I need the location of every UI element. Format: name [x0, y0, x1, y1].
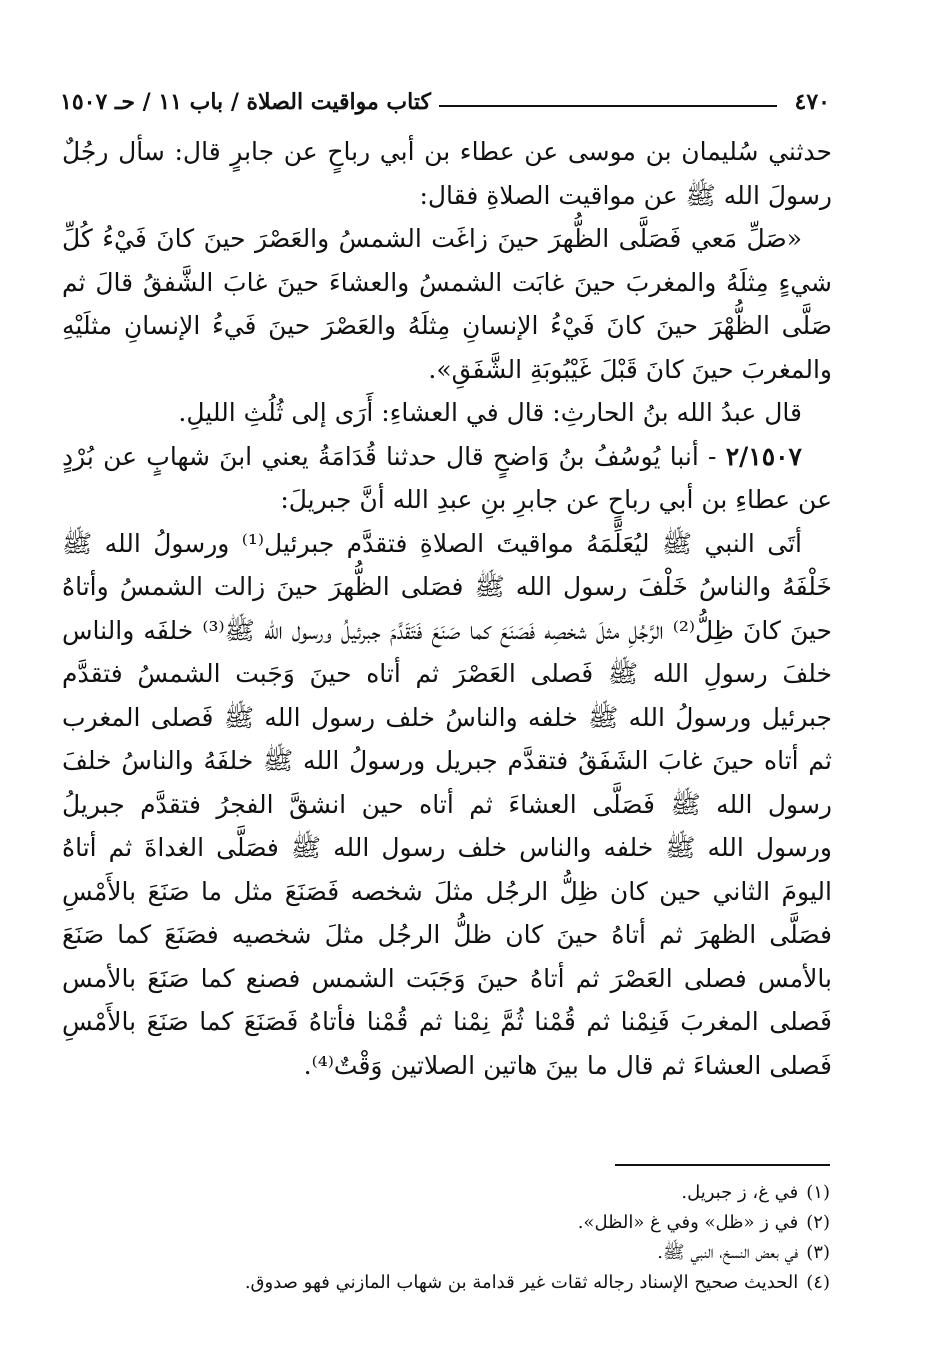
- paragraph-abdullah-comment: قال عبدُ الله بنُ الحارثِ: قال في العشاءِ: أَرَى إلى ثُلُثِ الليلِ.: [178, 398, 802, 427]
- footnote-number: (٣): [806, 1242, 830, 1263]
- footnote-text: في غ، ز جبريل.: [681, 1182, 799, 1203]
- running-title: كتاب مواقيت الصلاة / باب ١١ / حـ ١٥٠٧: [60, 89, 431, 115]
- footnote-number: (٤): [806, 1272, 830, 1293]
- footnote-3: [170, 1238, 830, 1268]
- hadith-number: ٢/١٥٠٧: [725, 441, 802, 471]
- footnote-text: في بعض النسخ، النبي ﷺ.: [657, 1242, 799, 1263]
- footnote-number: (١): [806, 1182, 830, 1203]
- main-text: [62, 130, 832, 1087]
- page-number: ٤٧٠: [794, 89, 830, 115]
- footnote-1: [170, 1178, 830, 1208]
- page-header: [60, 82, 830, 122]
- footnote-text: في ز «ظل» وفي غ «الظل».: [577, 1212, 799, 1233]
- footnote-number: (٢): [806, 1212, 830, 1233]
- hadith-1507-2-isnad: - أنبا يُوسُفُ بنُ وَاضحٍ قال حدثنا قُدَامَةُ يعني ابنَ شهابٍ عن بُرْدٍ عن عطاءِ بن أبي رباحٍ عن جابرِ بنِ عبدِ الله أنَّ جبريلَ:: [62, 441, 832, 514]
- paragraph-hadith-1507-2: [62, 435, 832, 522]
- footnote-separator: [615, 1164, 830, 1166]
- footnote-2: [170, 1208, 830, 1238]
- paragraph-hadith-text: «صَلِّ مَعي فَصَلَّى الظُّهرَ حينَ زاغَت الشمسُ والعَصْرَ حينَ كانَ فَيْءُ كُلِّ شيءٍ مِثلَهُ والمغربَ حينَ غابَت الشمسُ والعشاءَ حينَ غابَ الشَّفقُ قالَ ثم صَلَّى الظُّهْرَ حينَ كانَ فَيْءُ الإنسانِ مِثلَهُ والعَصْرَ حينَ فَيءُ الإنسانِ مثلَيْهِ والمغربَ حينَ كانَ قَبْلَ غَيْبُوبَةِ الشَّفَقِ».: [62, 224, 832, 384]
- header-rule: [439, 105, 777, 107]
- paragraph-chain-of-narration: حدثني سُليمان بن موسى عن عطاء بن أبي رباحٍ عن جابرٍ قال: سأل رجُلٌ رسولَ الله ﷺ عن مواقيت الصلاةِ فقال:: [62, 137, 832, 210]
- paragraph-jibril-narrative: أتَى النبي ﷺ ليُعَلِّمَهُ مواقيتَ الصلاةِ فتقدَّم جبرئيل⁽¹⁾ ورسولُ الله ﷺ خَلْفَهُ والناسُ خَلْفَ رسول الله ﷺ فصَلى الظُّهرَ حينَ زالت الشمسُ وأتاهُ حينَ كانَ ظِلُّ⁽²⁾ الرَّجُلِ مثلَ شخصِه فَصَنَعَ كما صَنَعَ فَتَقَدَّمَ جبرئيلُ ورسول الله ﷺ⁽³⁾ خلفَه والناس خلفَ رسولِ الله ﷺ فَصلى العَصْرَ ثم أتاه حينَ وَجَبت الشمسُ فتقدَّم جبرئيل ورسولُ الله ﷺ خلفه والناسُ خلف رسول الله ﷺ فَصلى المغرب ثم أتاه حينَ غابَ الشَفَقُ فتقدَّم جبريل ورسولُ الله ﷺ خلفَهُ والناسُ خلفَ رسول الله ﷺ فَصَلَّى العشاءَ ثم أتاه حين انشقَّ الفجرُ فتقدَّم جبريلُ ورسول الله ﷺ خلفه والناس خلف رسول الله ﷺ فصَلَّى الغداةَ ثم أتاهُ اليومَ الثاني حين كان ظِلُّ الرجُل مثلَ شخصه فَصَنَعَ مثل ما صَنَعَ بالأَمْسِ فصَلَّى الظهرَ ثم أتاهُ حينَ كان ظلُّ الرجُل مثلَ شخصيه فصَنَعَ كما صَنَعَ بالأمس فصلى العَصْرَ ثم أتاهُ حينَ وَجَبَت الشمس فصنع كما صَنَعَ بالأمس فَصلى المغربَ فَنِمْنا ثم قُمْنا ثُمَّ نِمْنا ثم قُمْنا فأتاهُ فَصَنَعَ كما صَنَعَ بالأَمْسِ فَصلى العشاءَ ثم قال ما بينَ هاتين الصلاتين وَقْتٌ⁽⁴⁾.: [62, 528, 832, 1080]
- footnote-4: [170, 1268, 830, 1298]
- footnotes: [170, 1178, 830, 1298]
- footnote-text: الحديث صحيح الإسناد رجاله ثقات غير قدامة بن شهاب المازني فهو صدوق.: [244, 1272, 799, 1293]
